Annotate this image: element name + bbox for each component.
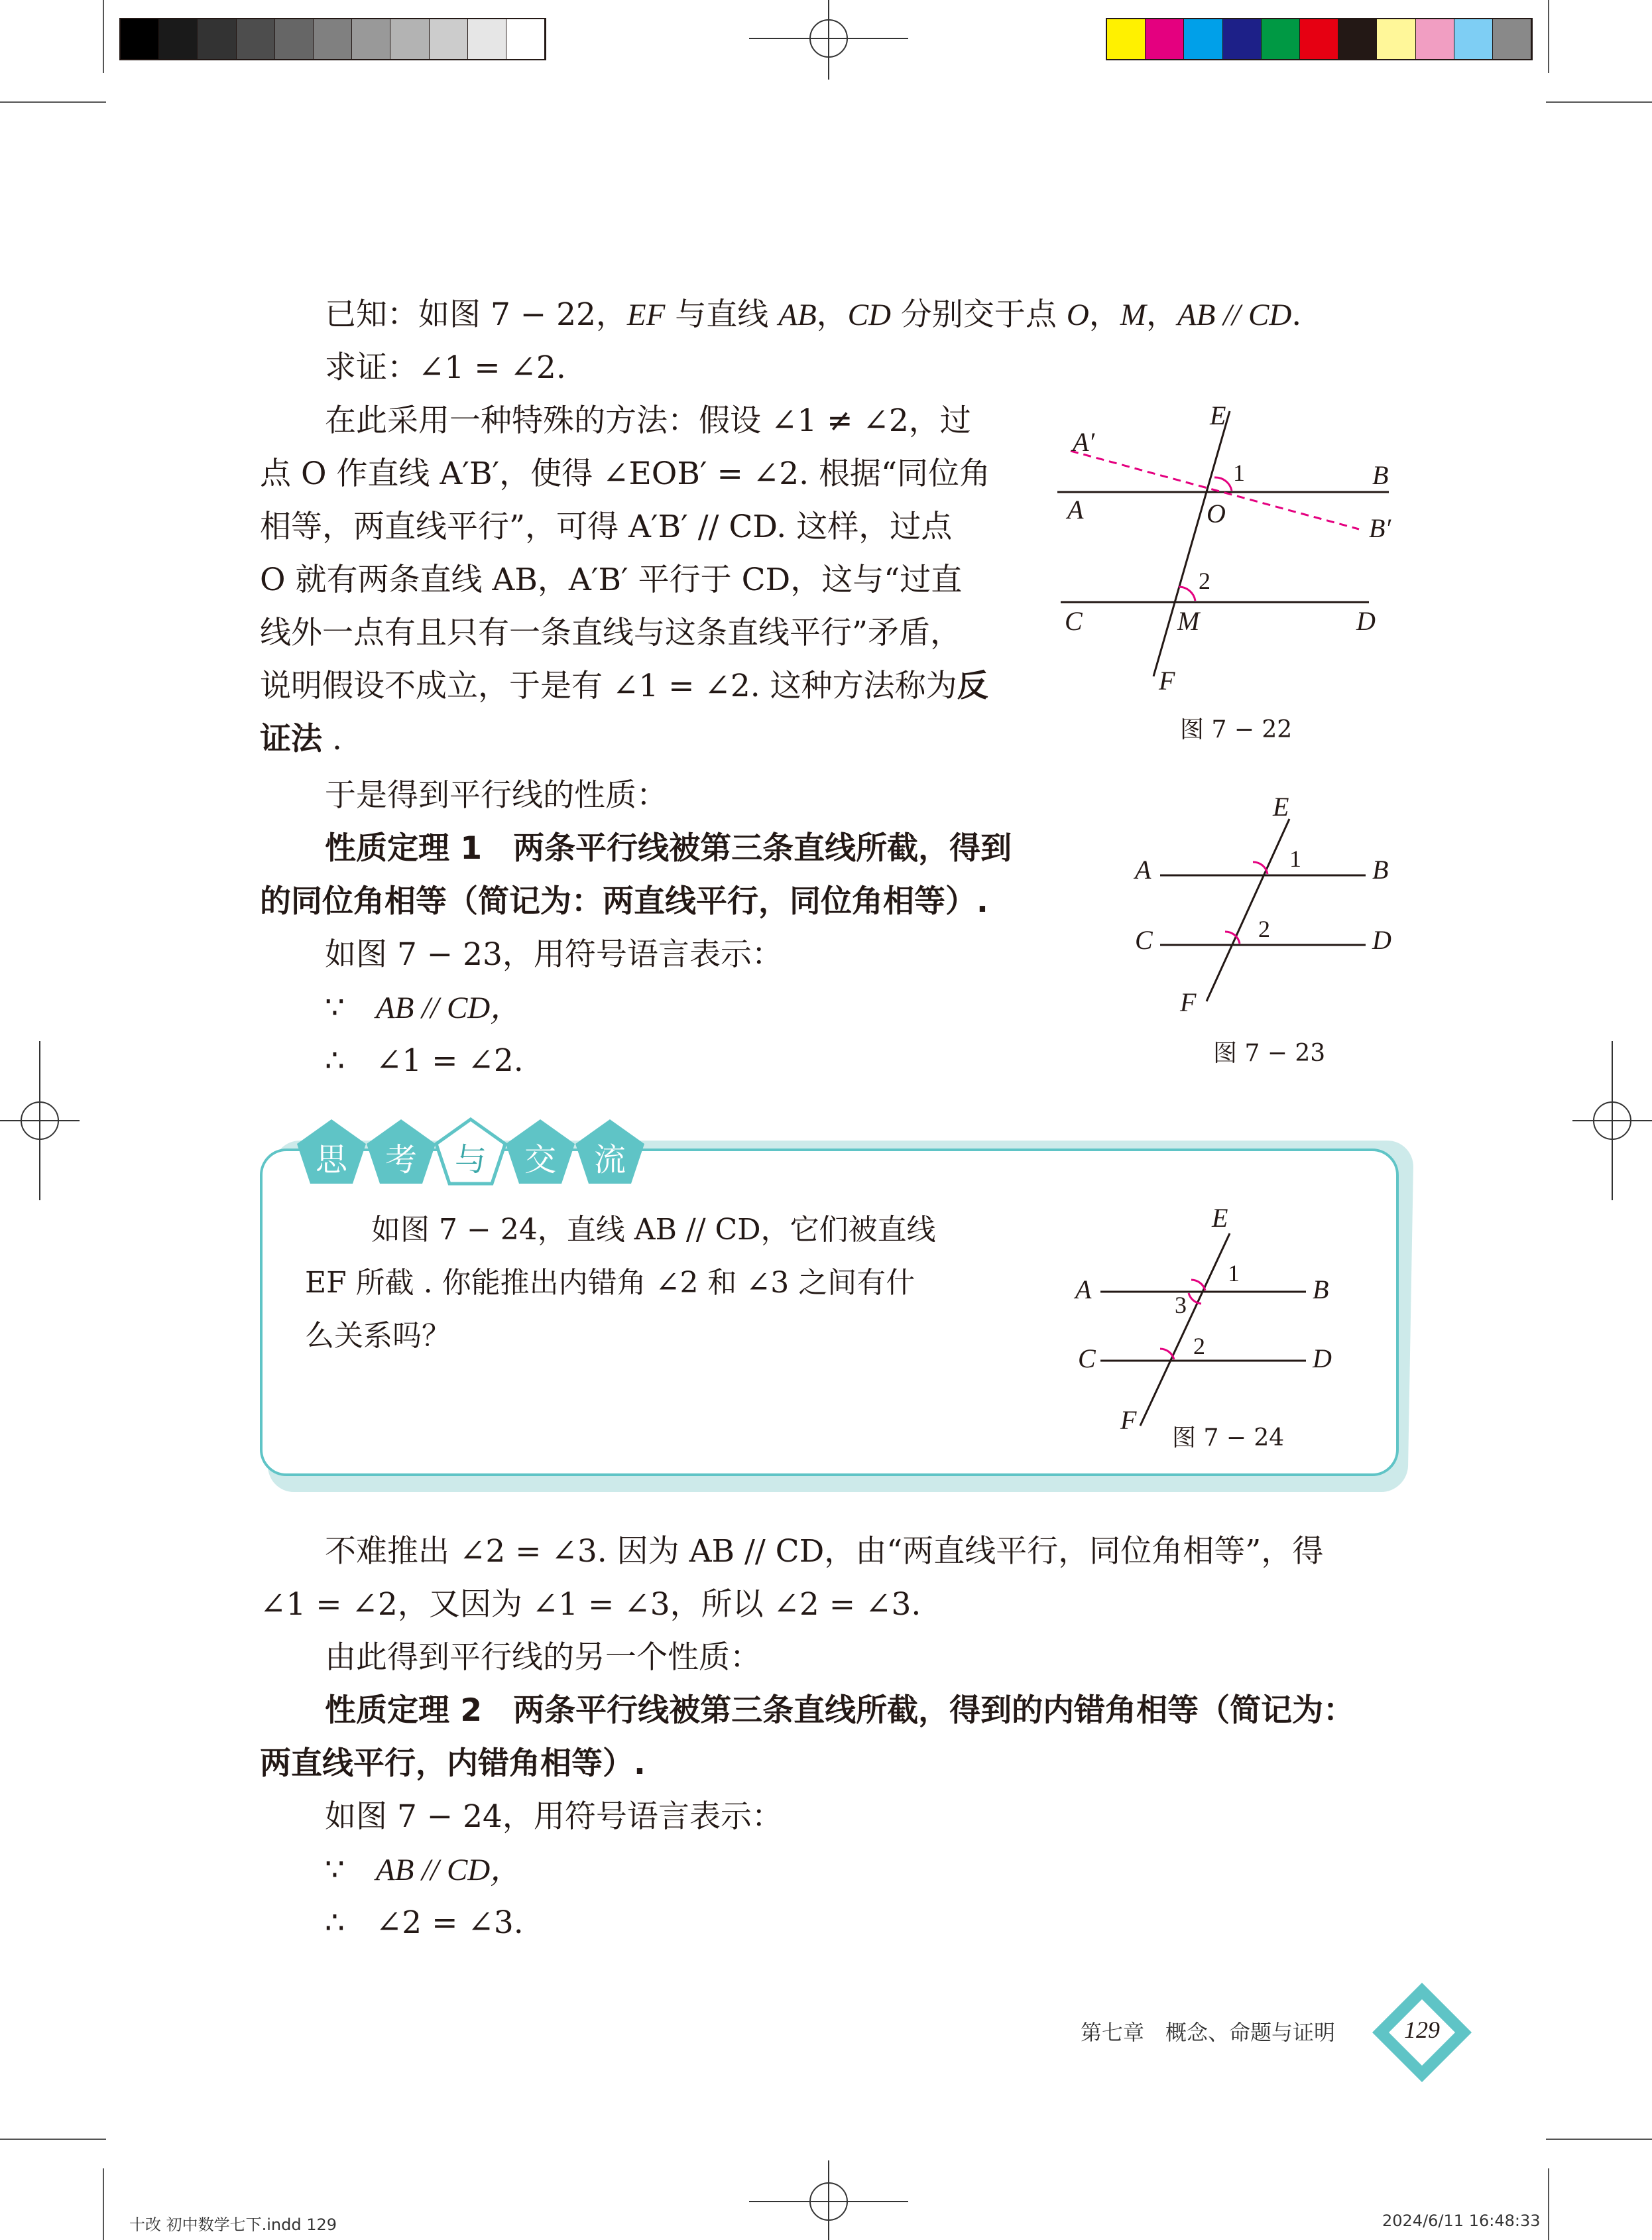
proof-line: 证法 .	[260, 721, 342, 757]
calibration-swatch	[1338, 19, 1377, 59]
registration-mark-bottom	[749, 2160, 908, 2240]
crop-mark	[1546, 2139, 1652, 2140]
registration-mark-right	[1572, 1041, 1652, 1200]
property-2-line: 两直线平行，内错角相等）.	[260, 1745, 646, 1782]
proof-line: 点 O 作直线 A′B′，使得 ∠EOB′ = ∠2. 根据“同位角	[260, 456, 990, 492]
calibration-swatch	[237, 19, 275, 59]
calibration-swatch	[1262, 19, 1300, 59]
svg-text:C: C	[1078, 1343, 1096, 1373]
figure-7-22	[1047, 398, 1419, 756]
property-intro: 于是得到平行线的性质：	[325, 777, 668, 814]
figure-7-23	[1120, 792, 1412, 1078]
svg-text:A: A	[1135, 855, 1151, 885]
svg-text:B′: B′	[1369, 513, 1391, 543]
calibration-swatch	[468, 19, 506, 59]
svg-text:1: 1	[1228, 1260, 1240, 1286]
svg-text:C: C	[1065, 606, 1083, 636]
calibration-swatch	[506, 19, 545, 59]
therefore-line: ∴ ∠1 = ∠2.	[325, 1042, 524, 1079]
think-title-char: 考	[384, 1141, 417, 1178]
svg-text:D: D	[1313, 1343, 1332, 1373]
figure-caption: 图 7 − 22	[1180, 716, 1293, 743]
calibration-swatch	[1223, 19, 1262, 59]
proof-line: 在此采用一种特殊的方法：假设 ∠1 ≠ ∠2，过	[325, 403, 971, 439]
svg-text:B: B	[1313, 1275, 1329, 1304]
property-1-line: 的同位角相等（简记为：两直线平行，同位角相等）.	[260, 883, 988, 920]
svg-text:D: D	[1356, 606, 1376, 636]
svg-text:1: 1	[1233, 460, 1245, 486]
figure-7-24	[1061, 1207, 1352, 1465]
crop-mark	[0, 101, 106, 103]
svg-text:F: F	[1180, 987, 1197, 1017]
think-title-char: 交	[524, 1141, 556, 1178]
answer-line: ∠1 = ∠2，又因为 ∠1 = ∠3，所以 ∠2 = ∠3.	[260, 1586, 921, 1623]
svg-text:O: O	[1207, 499, 1226, 529]
calibration-swatch	[390, 19, 429, 59]
answer-line: 不难推出 ∠2 = ∠3. 因为 AB // CD，由“两直线平行，同位角相等”，得	[325, 1533, 1324, 1570]
svg-text:M: M	[1177, 606, 1200, 636]
given-line: 已知：如图 7 − 22，EF 与直线 AB，CD 分别交于点 O，M，AB // CD.	[325, 296, 1302, 333]
symbolic-intro: 如图 7 − 23，用符号语言表示：	[325, 936, 783, 973]
proof-line: 相等，两直线平行”，可得 A′B′ // CD. 这样，过点	[260, 509, 953, 545]
calibration-swatch	[1107, 19, 1146, 59]
figure-caption: 图 7 − 24	[1172, 1424, 1285, 1452]
svg-text:E: E	[1273, 792, 1289, 822]
svg-text:E: E	[1210, 401, 1226, 430]
think-question: 如图 7 − 24，直线 AB // CD，它们被直线	[371, 1213, 936, 1247]
calibration-swatch	[1184, 19, 1222, 59]
proof-line: O 就有两条直线 AB，A′B′ 平行于 CD，这与“过直	[260, 562, 963, 598]
registration-mark-top	[749, 0, 908, 80]
therefore-line: ∴ ∠2 = ∠3.	[325, 1904, 524, 1941]
calibration-swatch	[275, 19, 314, 59]
svg-text:B: B	[1372, 855, 1389, 885]
because-line: ∵ AB // CD，	[325, 1851, 522, 1888]
svg-text:F: F	[1159, 666, 1175, 696]
crop-mark	[103, 2168, 104, 2240]
think-title-char: 流	[593, 1141, 626, 1178]
calibration-swatch	[1493, 19, 1531, 59]
property-intro: 由此得到平行线的另一个性质：	[325, 1639, 761, 1676]
property-1-line: 性质定理 1 两条平行线被第三条直线所截，得到	[325, 830, 1012, 867]
calibration-swatch	[121, 19, 159, 59]
svg-text:C: C	[1135, 925, 1153, 955]
crop-mark	[103, 0, 104, 73]
proof-line: 线外一点有且只有一条直线与这条直线平行”矛盾，	[260, 615, 962, 651]
calibration-swatch	[198, 19, 236, 59]
symbolic-intro: 如图 7 − 24，用符号语言表示：	[325, 1798, 783, 1835]
calibration-swatch	[314, 19, 352, 59]
proof-line: 说明假设不成立，于是有 ∠1 = ∠2. 这种方法称为反	[260, 668, 988, 704]
crop-mark	[1546, 101, 1652, 103]
svg-text:3: 3	[1175, 1292, 1187, 1318]
crop-mark	[1548, 2168, 1549, 2240]
svg-text:2: 2	[1193, 1333, 1205, 1359]
crop-mark	[1548, 0, 1549, 73]
svg-text:B: B	[1372, 460, 1389, 490]
prove-line: 求证：∠1 = ∠2.	[325, 349, 566, 386]
svg-text:D: D	[1372, 925, 1391, 955]
calibration-swatch	[1454, 19, 1493, 59]
because-line: ∵ AB // CD，	[325, 989, 522, 1026]
calibration-swatch	[1146, 19, 1184, 59]
svg-text:A: A	[1075, 1275, 1092, 1304]
chapter-title: 第七章 概念、命题与证明	[1081, 2020, 1336, 2045]
calibration-swatch	[352, 19, 390, 59]
think-title-char: 思	[315, 1141, 347, 1178]
think-title-char: 与	[454, 1141, 487, 1178]
property-2-line: 性质定理 2 两条平行线被第三条直线所截，得到的内错角相等（简记为：	[325, 1692, 1355, 1729]
calibration-swatch	[159, 19, 198, 59]
svg-text:2: 2	[1258, 916, 1270, 942]
think-question: 么关系吗？	[305, 1319, 451, 1353]
svg-text:F: F	[1120, 1405, 1137, 1435]
print-timestamp: 2024/6/11 16:48:33	[1382, 2211, 1541, 2230]
calibration-swatch	[1300, 19, 1338, 59]
file-info: 十改 初中数学七下.indd 129	[129, 2215, 337, 2234]
think-question: EF 所截 . 你能推出内错角 ∠2 和 ∠3 之间有什	[305, 1266, 915, 1300]
svg-text:2: 2	[1199, 568, 1210, 594]
svg-text:1: 1	[1289, 845, 1301, 872]
svg-text:A′: A′	[1073, 427, 1095, 457]
registration-mark-left	[0, 1041, 80, 1200]
calibration-swatch	[1377, 19, 1415, 59]
grayscale-calibration-bar	[119, 18, 546, 60]
calibration-swatch	[1416, 19, 1454, 59]
svg-text:A: A	[1067, 495, 1084, 525]
svg-text:E: E	[1212, 1207, 1228, 1233]
page-number: 129	[1404, 2017, 1440, 2043]
crop-mark	[0, 2139, 106, 2140]
color-calibration-bar	[1106, 18, 1533, 60]
calibration-swatch	[430, 19, 468, 59]
figure-caption: 图 7 − 23	[1213, 1040, 1326, 1067]
